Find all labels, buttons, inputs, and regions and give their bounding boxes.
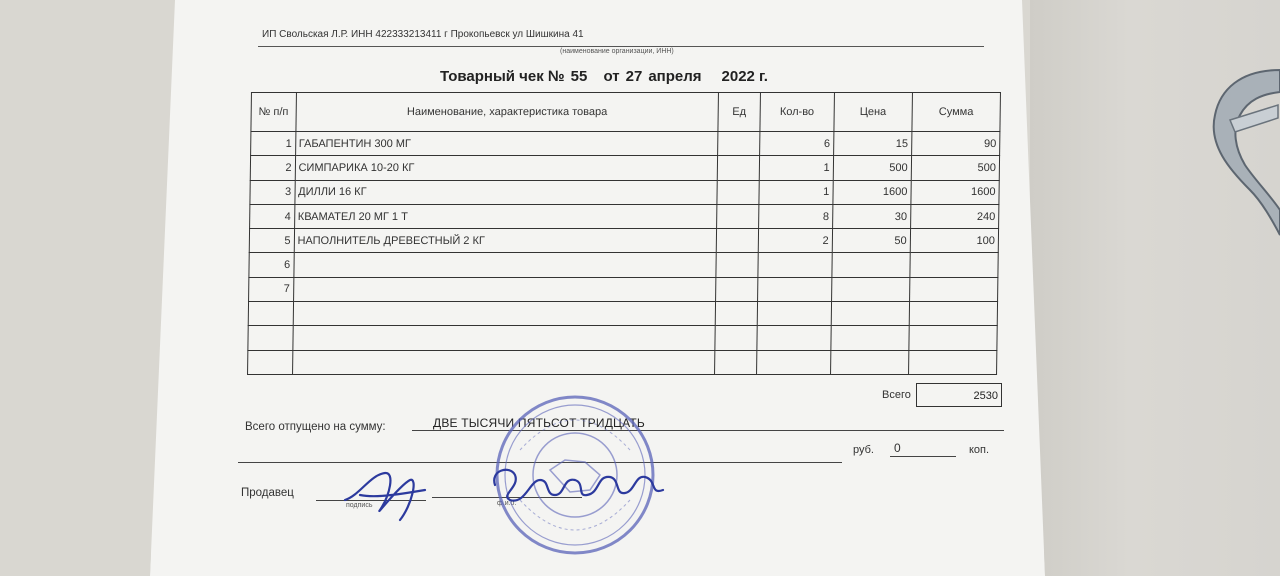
row-num: 2 [250, 156, 295, 180]
title-number: 55 [570, 68, 588, 85]
row-unit [717, 180, 759, 204]
organization-text: ИП Свольская Л.Р. ИНН 422333213411 г Прокопьевск ул Шишкина 41 [262, 29, 584, 40]
row-num: 4 [250, 204, 295, 228]
row-unit [716, 253, 758, 277]
row-num [248, 302, 293, 326]
table-row [250, 156, 999, 180]
metal-clip-image [1200, 60, 1280, 250]
row-price: 50 [832, 229, 910, 253]
total-label: Всего [882, 389, 911, 401]
row-price: 1600 [833, 180, 911, 204]
row-qty [756, 350, 830, 374]
row-unit [715, 350, 757, 374]
header-unit: Ед [718, 93, 760, 132]
header-name: Наименование, характеристика товара [296, 93, 719, 132]
row-name [293, 302, 716, 326]
row-name: КВАМАТЕЛ 20 МГ 1 Т [294, 204, 717, 228]
row-name: НАПОЛНИТЕЛЬ ДРЕВЕСТНЫЙ 2 КГ [294, 229, 717, 253]
organization-caption: (наименование организации, ИНН) [560, 48, 674, 55]
row-price [831, 277, 909, 301]
signature-caption: подпись [346, 502, 373, 509]
row-unit [718, 132, 760, 156]
row-qty [757, 302, 831, 326]
row-num: 6 [249, 253, 294, 277]
signature-scribble-1 [340, 465, 430, 525]
row-num [248, 326, 293, 350]
row-sum: 240 [910, 204, 999, 228]
rub-label: руб. [853, 444, 874, 456]
title-month: апреля [648, 68, 702, 85]
table-row [248, 302, 997, 326]
row-sum: 100 [910, 229, 999, 253]
table-row [248, 326, 997, 350]
released-label: Всего отпущено на сумму: [245, 421, 386, 433]
row-sum [908, 350, 997, 374]
row-unit [717, 156, 759, 180]
row-sum [909, 277, 998, 301]
receipt-title [440, 68, 774, 85]
row-qty [757, 277, 831, 301]
table-row [249, 229, 998, 253]
header-sum: Сумма [912, 93, 1001, 132]
row-qty: 1 [759, 156, 833, 180]
total-value: 2530 [916, 383, 1002, 407]
header-price: Цена [834, 93, 913, 132]
released-amount-words: ДВЕ ТЫСЯЧИ ПЯТЬСОТ ТРИДЦАТЬ [433, 416, 645, 430]
table-row [249, 253, 998, 277]
title-year: 2022 г. [721, 68, 768, 85]
fio-caption: ф.и.о. [497, 500, 517, 507]
row-unit [716, 229, 758, 253]
row-qty [758, 253, 832, 277]
row-qty [757, 326, 831, 350]
row-qty: 6 [759, 132, 833, 156]
row-num [248, 350, 293, 374]
row-sum [909, 326, 998, 350]
kop-value: 0 [894, 441, 901, 455]
row-sum [910, 253, 999, 277]
row-sum [909, 302, 998, 326]
seller-label: Продавец [241, 487, 294, 499]
row-qty: 1 [759, 180, 833, 204]
row-price: 30 [832, 204, 910, 228]
row-unit [717, 204, 759, 228]
row-qty: 8 [758, 204, 832, 228]
row-price [832, 253, 910, 277]
row-num: 7 [249, 277, 294, 301]
row-qty: 2 [758, 229, 832, 253]
header-qty: Кол-во [760, 93, 835, 132]
row-num: 3 [250, 180, 295, 204]
row-price [831, 302, 909, 326]
table-row [251, 132, 1000, 156]
signature-scribble-2 [485, 455, 675, 515]
row-num: 1 [251, 132, 296, 156]
row-name [292, 326, 715, 350]
table-row [249, 277, 998, 301]
row-unit [715, 326, 757, 350]
row-unit [715, 302, 757, 326]
table-row [248, 350, 997, 374]
row-sum: 500 [911, 156, 1000, 180]
row-name [292, 350, 715, 374]
row-sum: 90 [911, 132, 1000, 156]
row-unit [716, 277, 758, 301]
table-row [250, 180, 999, 204]
kop-underline [890, 456, 956, 457]
row-num: 5 [249, 229, 294, 253]
row-price: 500 [833, 156, 911, 180]
kop-label: коп. [969, 444, 990, 456]
items-table [247, 92, 1001, 375]
row-price [831, 326, 909, 350]
row-name: ДИЛЛИ 16 КГ [295, 180, 718, 204]
row-sum: 1600 [911, 180, 1000, 204]
title-day: 27 [625, 68, 643, 85]
row-name [293, 277, 716, 301]
table-row [250, 204, 999, 228]
header-num: № п/п [251, 93, 296, 132]
row-name [293, 253, 716, 277]
title-label: Товарный чек № [440, 68, 565, 85]
title-from: от [603, 68, 620, 85]
row-name: ГАБАПЕНТИН 300 МГ [295, 132, 718, 156]
row-price: 15 [833, 132, 911, 156]
row-name: СИМПАРИКА 10-20 КГ [295, 156, 718, 180]
row-price [830, 350, 908, 374]
table-header-row [251, 93, 1001, 132]
organization-underline [258, 46, 984, 47]
